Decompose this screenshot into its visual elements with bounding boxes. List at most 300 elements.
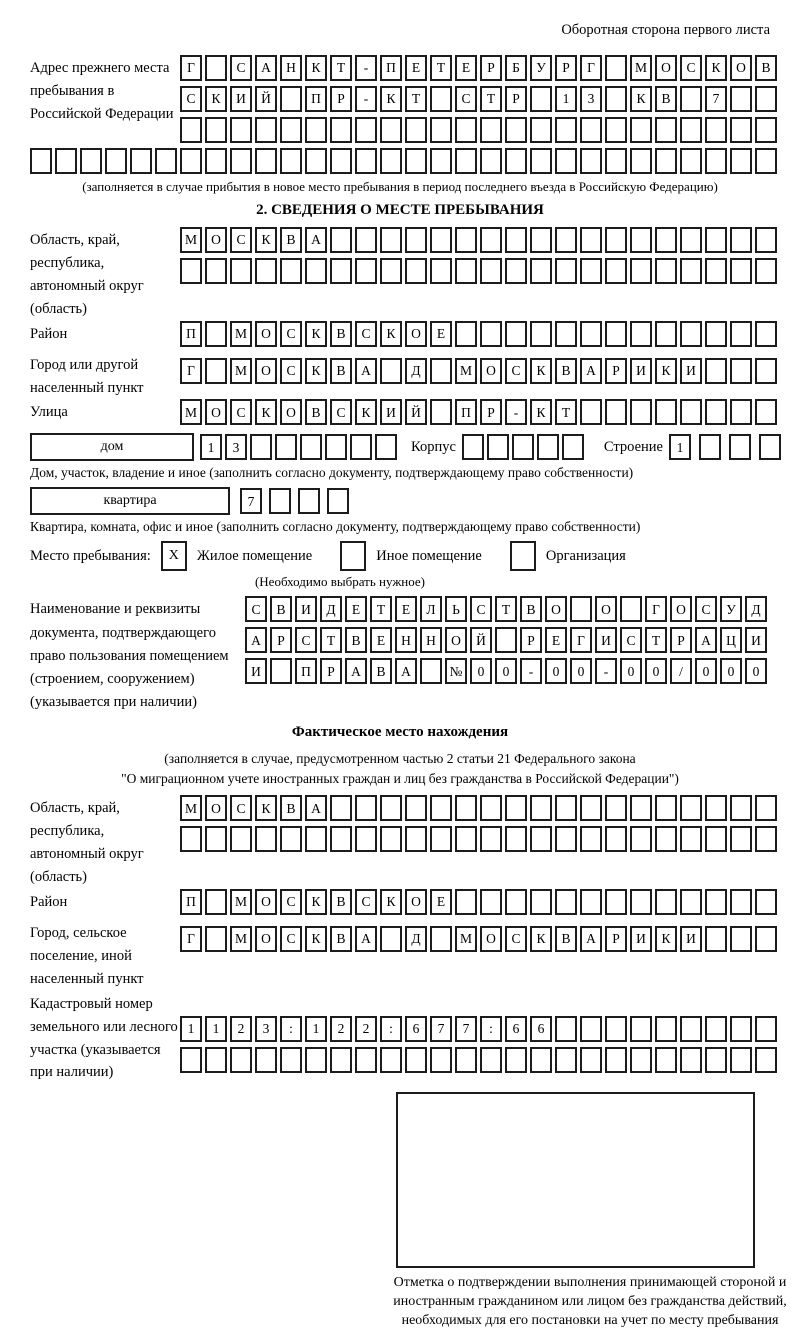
char-box[interactable]: Д bbox=[745, 596, 767, 622]
char-box[interactable]: П bbox=[295, 658, 317, 684]
char-box[interactable]: А bbox=[395, 658, 417, 684]
char-box[interactable]: С bbox=[680, 55, 702, 81]
char-box[interactable] bbox=[555, 889, 577, 915]
char-box[interactable] bbox=[305, 258, 327, 284]
char-box[interactable]: 0 bbox=[620, 658, 642, 684]
char-box[interactable]: Р bbox=[555, 55, 577, 81]
char-box[interactable] bbox=[230, 258, 252, 284]
char-box[interactable] bbox=[275, 434, 297, 460]
char-box[interactable]: 0 bbox=[720, 658, 742, 684]
char-box[interactable] bbox=[555, 258, 577, 284]
house-type-box[interactable]: дом bbox=[30, 433, 194, 461]
char-box[interactable]: Е bbox=[455, 55, 477, 81]
char-box[interactable] bbox=[355, 1047, 377, 1073]
char-box[interactable]: Г bbox=[580, 55, 602, 81]
char-box[interactable]: А bbox=[305, 795, 327, 821]
char-box[interactable]: П bbox=[180, 889, 202, 915]
char-box[interactable]: В bbox=[520, 596, 542, 622]
char-box[interactable] bbox=[325, 434, 347, 460]
char-box[interactable] bbox=[755, 795, 777, 821]
char-box[interactable]: У bbox=[720, 596, 742, 622]
char-box[interactable] bbox=[729, 434, 751, 460]
char-box[interactable] bbox=[495, 627, 517, 653]
char-box[interactable]: № bbox=[445, 658, 467, 684]
char-box[interactable] bbox=[530, 86, 552, 112]
char-box[interactable]: Е bbox=[545, 627, 567, 653]
char-box[interactable]: В bbox=[370, 658, 392, 684]
char-box[interactable]: Г bbox=[570, 627, 592, 653]
char-box[interactable] bbox=[480, 1047, 502, 1073]
char-box[interactable] bbox=[680, 86, 702, 112]
char-box[interactable] bbox=[730, 1016, 752, 1042]
char-box[interactable] bbox=[705, 358, 727, 384]
char-box[interactable]: М bbox=[180, 399, 202, 425]
char-box[interactable] bbox=[605, 889, 627, 915]
char-box[interactable] bbox=[180, 1047, 202, 1073]
char-box[interactable]: В bbox=[305, 399, 327, 425]
char-box[interactable]: В bbox=[655, 86, 677, 112]
char-box[interactable] bbox=[655, 889, 677, 915]
char-box[interactable]: Р bbox=[520, 627, 542, 653]
char-box[interactable] bbox=[630, 148, 652, 174]
char-box[interactable] bbox=[755, 1047, 777, 1073]
apartment-type-box[interactable]: квартира bbox=[30, 487, 230, 515]
char-box[interactable]: И bbox=[595, 627, 617, 653]
char-box[interactable] bbox=[205, 258, 227, 284]
char-box[interactable]: О bbox=[205, 399, 227, 425]
char-box[interactable]: Р bbox=[480, 399, 502, 425]
char-box[interactable] bbox=[680, 258, 702, 284]
char-box[interactable]: О bbox=[255, 358, 277, 384]
char-box[interactable]: Й bbox=[255, 86, 277, 112]
char-box[interactable] bbox=[680, 227, 702, 253]
char-box[interactable]: 1 bbox=[180, 1016, 202, 1042]
char-box[interactable] bbox=[430, 926, 452, 952]
char-box[interactable]: С bbox=[505, 926, 527, 952]
char-box[interactable] bbox=[580, 1047, 602, 1073]
char-box[interactable]: С bbox=[355, 889, 377, 915]
char-box[interactable] bbox=[205, 148, 227, 174]
char-box[interactable] bbox=[730, 117, 752, 143]
char-box[interactable]: С bbox=[470, 596, 492, 622]
char-box[interactable]: К bbox=[355, 399, 377, 425]
char-box[interactable]: В bbox=[280, 227, 302, 253]
char-box[interactable]: Д bbox=[320, 596, 342, 622]
char-box[interactable]: 0 bbox=[495, 658, 517, 684]
char-box[interactable]: С bbox=[695, 596, 717, 622]
char-box[interactable]: М bbox=[230, 358, 252, 384]
char-box[interactable]: О bbox=[480, 358, 502, 384]
char-box[interactable] bbox=[580, 889, 602, 915]
char-box[interactable] bbox=[680, 399, 702, 425]
char-box[interactable] bbox=[430, 86, 452, 112]
char-box[interactable]: К bbox=[305, 55, 327, 81]
char-box[interactable] bbox=[55, 148, 77, 174]
char-box[interactable] bbox=[355, 148, 377, 174]
char-box[interactable]: 2 bbox=[355, 1016, 377, 1042]
char-box[interactable]: И bbox=[630, 926, 652, 952]
char-box[interactable]: С bbox=[280, 358, 302, 384]
char-box[interactable]: К bbox=[380, 321, 402, 347]
char-box[interactable] bbox=[605, 1016, 627, 1042]
char-box[interactable] bbox=[455, 321, 477, 347]
char-box[interactable] bbox=[355, 258, 377, 284]
char-box[interactable]: Г bbox=[180, 55, 202, 81]
char-box[interactable]: Т bbox=[330, 55, 352, 81]
char-box[interactable] bbox=[505, 795, 527, 821]
char-box[interactable] bbox=[205, 826, 227, 852]
char-box[interactable] bbox=[705, 926, 727, 952]
stamp-box[interactable] bbox=[396, 1092, 755, 1268]
char-box[interactable]: / bbox=[670, 658, 692, 684]
char-box[interactable]: К bbox=[530, 358, 552, 384]
char-box[interactable]: В bbox=[330, 926, 352, 952]
char-box[interactable]: Е bbox=[345, 596, 367, 622]
char-box[interactable] bbox=[330, 227, 352, 253]
char-box[interactable]: С bbox=[230, 795, 252, 821]
char-box[interactable] bbox=[680, 117, 702, 143]
char-box[interactable] bbox=[555, 1016, 577, 1042]
char-box[interactable] bbox=[205, 117, 227, 143]
char-box[interactable]: 1 bbox=[305, 1016, 327, 1042]
char-box[interactable]: К bbox=[655, 358, 677, 384]
char-box[interactable]: К bbox=[305, 321, 327, 347]
char-box[interactable]: М bbox=[180, 227, 202, 253]
char-box[interactable] bbox=[705, 1016, 727, 1042]
char-box[interactable] bbox=[298, 488, 320, 514]
char-box[interactable]: О bbox=[205, 227, 227, 253]
char-box[interactable] bbox=[405, 117, 427, 143]
char-box[interactable]: Т bbox=[495, 596, 517, 622]
char-box[interactable] bbox=[512, 434, 534, 460]
char-box[interactable]: - bbox=[355, 55, 377, 81]
char-box[interactable] bbox=[455, 1047, 477, 1073]
char-box[interactable]: К bbox=[255, 227, 277, 253]
char-box[interactable]: 6 bbox=[505, 1016, 527, 1042]
char-box[interactable] bbox=[180, 148, 202, 174]
char-box[interactable] bbox=[305, 148, 327, 174]
char-box[interactable]: С bbox=[180, 86, 202, 112]
char-box[interactable] bbox=[505, 117, 527, 143]
char-box[interactable] bbox=[230, 148, 252, 174]
char-box[interactable] bbox=[680, 1016, 702, 1042]
char-box[interactable] bbox=[380, 795, 402, 821]
char-box[interactable] bbox=[255, 148, 277, 174]
char-box[interactable] bbox=[655, 321, 677, 347]
char-box[interactable] bbox=[605, 227, 627, 253]
char-box[interactable] bbox=[480, 795, 502, 821]
char-box[interactable]: А bbox=[245, 627, 267, 653]
char-box[interactable]: П bbox=[305, 86, 327, 112]
char-box[interactable]: К bbox=[255, 795, 277, 821]
char-box[interactable] bbox=[105, 148, 127, 174]
char-box[interactable] bbox=[280, 1047, 302, 1073]
char-box[interactable] bbox=[630, 399, 652, 425]
char-box[interactable] bbox=[180, 258, 202, 284]
char-box[interactable] bbox=[755, 399, 777, 425]
char-box[interactable] bbox=[380, 358, 402, 384]
char-box[interactable]: О bbox=[280, 399, 302, 425]
char-box[interactable]: 0 bbox=[745, 658, 767, 684]
char-box[interactable]: Е bbox=[395, 596, 417, 622]
char-box[interactable] bbox=[480, 321, 502, 347]
char-box[interactable]: Р bbox=[605, 358, 627, 384]
char-box[interactable] bbox=[620, 596, 642, 622]
char-box[interactable] bbox=[730, 321, 752, 347]
char-box[interactable] bbox=[655, 399, 677, 425]
char-box[interactable] bbox=[580, 795, 602, 821]
char-box[interactable]: 7 bbox=[705, 86, 727, 112]
char-box[interactable] bbox=[680, 889, 702, 915]
char-box[interactable] bbox=[430, 117, 452, 143]
char-box[interactable]: И bbox=[745, 627, 767, 653]
char-box[interactable]: Б bbox=[505, 55, 527, 81]
char-box[interactable] bbox=[730, 399, 752, 425]
char-box[interactable] bbox=[130, 148, 152, 174]
char-box[interactable] bbox=[730, 358, 752, 384]
char-box[interactable]: Т bbox=[370, 596, 392, 622]
char-box[interactable] bbox=[30, 148, 52, 174]
char-box[interactable] bbox=[680, 1047, 702, 1073]
char-box[interactable]: М bbox=[230, 926, 252, 952]
char-box[interactable] bbox=[480, 258, 502, 284]
char-box[interactable]: Т bbox=[430, 55, 452, 81]
char-box[interactable] bbox=[759, 434, 781, 460]
char-box[interactable] bbox=[530, 1047, 552, 1073]
char-box[interactable]: С bbox=[245, 596, 267, 622]
char-box[interactable]: 6 bbox=[530, 1016, 552, 1042]
char-box[interactable] bbox=[250, 434, 272, 460]
char-box[interactable]: К bbox=[530, 399, 552, 425]
char-box[interactable]: - bbox=[520, 658, 542, 684]
char-box[interactable] bbox=[730, 826, 752, 852]
char-box[interactable] bbox=[630, 1016, 652, 1042]
char-box[interactable] bbox=[330, 795, 352, 821]
char-box[interactable]: К bbox=[655, 926, 677, 952]
char-box[interactable]: Р bbox=[270, 627, 292, 653]
char-box[interactable]: П bbox=[455, 399, 477, 425]
char-box[interactable] bbox=[505, 321, 527, 347]
char-box[interactable] bbox=[705, 889, 727, 915]
char-box[interactable]: 3 bbox=[225, 434, 247, 460]
char-box[interactable]: У bbox=[530, 55, 552, 81]
char-box[interactable] bbox=[655, 258, 677, 284]
char-box[interactable]: А bbox=[255, 55, 277, 81]
char-box[interactable]: 2 bbox=[230, 1016, 252, 1042]
char-box[interactable] bbox=[605, 148, 627, 174]
char-box[interactable]: 0 bbox=[645, 658, 667, 684]
char-box[interactable]: К bbox=[255, 399, 277, 425]
char-box[interactable] bbox=[562, 434, 584, 460]
char-box[interactable] bbox=[655, 795, 677, 821]
char-box[interactable] bbox=[605, 86, 627, 112]
char-box[interactable] bbox=[570, 596, 592, 622]
char-box[interactable] bbox=[605, 55, 627, 81]
char-box[interactable]: - bbox=[355, 86, 377, 112]
char-box[interactable]: И bbox=[680, 926, 702, 952]
char-box[interactable] bbox=[605, 795, 627, 821]
char-box[interactable] bbox=[380, 1047, 402, 1073]
char-box[interactable] bbox=[280, 117, 302, 143]
char-box[interactable] bbox=[530, 795, 552, 821]
char-box[interactable]: В bbox=[280, 795, 302, 821]
char-box[interactable] bbox=[255, 1047, 277, 1073]
char-box[interactable]: А bbox=[355, 358, 377, 384]
char-box[interactable] bbox=[630, 795, 652, 821]
char-box[interactable]: С bbox=[295, 627, 317, 653]
char-box[interactable] bbox=[505, 227, 527, 253]
char-box[interactable] bbox=[330, 826, 352, 852]
char-box[interactable] bbox=[330, 117, 352, 143]
char-box[interactable] bbox=[730, 227, 752, 253]
char-box[interactable] bbox=[280, 148, 302, 174]
char-box[interactable]: О bbox=[480, 926, 502, 952]
char-box[interactable] bbox=[705, 826, 727, 852]
char-box[interactable] bbox=[705, 258, 727, 284]
char-box[interactable]: Л bbox=[420, 596, 442, 622]
char-box[interactable] bbox=[305, 826, 327, 852]
char-box[interactable] bbox=[530, 227, 552, 253]
char-box[interactable] bbox=[505, 1047, 527, 1073]
char-box[interactable] bbox=[705, 795, 727, 821]
char-box[interactable]: О bbox=[445, 627, 467, 653]
char-box[interactable] bbox=[755, 926, 777, 952]
char-box[interactable] bbox=[680, 321, 702, 347]
char-box[interactable]: С bbox=[455, 86, 477, 112]
char-box[interactable]: 3 bbox=[580, 86, 602, 112]
char-box[interactable]: Р bbox=[505, 86, 527, 112]
char-box[interactable] bbox=[80, 148, 102, 174]
char-box[interactable] bbox=[705, 399, 727, 425]
char-box[interactable]: С bbox=[505, 358, 527, 384]
char-box[interactable]: Г bbox=[180, 358, 202, 384]
char-box[interactable] bbox=[255, 258, 277, 284]
char-box[interactable]: Р bbox=[330, 86, 352, 112]
char-box[interactable] bbox=[355, 826, 377, 852]
char-box[interactable]: М bbox=[455, 358, 477, 384]
char-box[interactable]: С bbox=[280, 926, 302, 952]
char-box[interactable]: И bbox=[245, 658, 267, 684]
char-box[interactable]: А bbox=[305, 227, 327, 253]
char-box[interactable] bbox=[555, 321, 577, 347]
char-box[interactable]: Е bbox=[430, 889, 452, 915]
char-box[interactable] bbox=[405, 227, 427, 253]
char-box[interactable] bbox=[555, 117, 577, 143]
char-box[interactable] bbox=[555, 826, 577, 852]
char-box[interactable] bbox=[730, 889, 752, 915]
char-box[interactable] bbox=[355, 227, 377, 253]
char-box[interactable] bbox=[630, 258, 652, 284]
char-box[interactable] bbox=[380, 826, 402, 852]
char-box[interactable] bbox=[630, 227, 652, 253]
char-box[interactable] bbox=[280, 86, 302, 112]
char-box[interactable] bbox=[605, 826, 627, 852]
char-box[interactable] bbox=[455, 227, 477, 253]
char-box[interactable]: С bbox=[280, 321, 302, 347]
char-box[interactable] bbox=[230, 117, 252, 143]
char-box[interactable]: : bbox=[280, 1016, 302, 1042]
char-box[interactable]: С bbox=[355, 321, 377, 347]
char-box[interactable]: Т bbox=[405, 86, 427, 112]
checkbox-residential[interactable]: X bbox=[161, 541, 187, 571]
char-box[interactable]: Р bbox=[670, 627, 692, 653]
char-box[interactable] bbox=[730, 148, 752, 174]
char-box[interactable]: С bbox=[330, 399, 352, 425]
char-box[interactable] bbox=[255, 826, 277, 852]
char-box[interactable] bbox=[462, 434, 484, 460]
char-box[interactable]: С bbox=[620, 627, 642, 653]
char-box[interactable] bbox=[680, 148, 702, 174]
char-box[interactable] bbox=[305, 1047, 327, 1073]
char-box[interactable]: И bbox=[630, 358, 652, 384]
char-box[interactable]: О bbox=[255, 889, 277, 915]
char-box[interactable]: В bbox=[555, 358, 577, 384]
char-box[interactable]: - bbox=[505, 399, 527, 425]
char-box[interactable] bbox=[555, 1047, 577, 1073]
char-box[interactable]: О bbox=[255, 321, 277, 347]
char-box[interactable] bbox=[580, 1016, 602, 1042]
char-box[interactable]: В bbox=[270, 596, 292, 622]
char-box[interactable]: Г bbox=[645, 596, 667, 622]
char-box[interactable]: Е bbox=[430, 321, 452, 347]
char-box[interactable]: В bbox=[330, 321, 352, 347]
char-box[interactable] bbox=[605, 117, 627, 143]
char-box[interactable] bbox=[205, 889, 227, 915]
char-box[interactable]: К bbox=[705, 55, 727, 81]
char-box[interactable] bbox=[505, 258, 527, 284]
char-box[interactable] bbox=[455, 117, 477, 143]
char-box[interactable]: Д bbox=[405, 926, 427, 952]
char-box[interactable] bbox=[755, 1016, 777, 1042]
char-box[interactable] bbox=[405, 826, 427, 852]
char-box[interactable] bbox=[430, 795, 452, 821]
char-box[interactable] bbox=[480, 227, 502, 253]
char-box[interactable]: К bbox=[380, 889, 402, 915]
char-box[interactable] bbox=[555, 227, 577, 253]
char-box[interactable] bbox=[380, 227, 402, 253]
char-box[interactable] bbox=[430, 148, 452, 174]
char-box[interactable]: К bbox=[305, 358, 327, 384]
char-box[interactable] bbox=[530, 117, 552, 143]
char-box[interactable] bbox=[455, 148, 477, 174]
char-box[interactable] bbox=[580, 399, 602, 425]
char-box[interactable] bbox=[420, 658, 442, 684]
char-box[interactable] bbox=[330, 148, 352, 174]
char-box[interactable] bbox=[755, 889, 777, 915]
char-box[interactable] bbox=[580, 258, 602, 284]
char-box[interactable]: О bbox=[730, 55, 752, 81]
char-box[interactable] bbox=[455, 258, 477, 284]
char-box[interactable]: Й bbox=[405, 399, 427, 425]
char-box[interactable]: 2 bbox=[330, 1016, 352, 1042]
char-box[interactable] bbox=[355, 795, 377, 821]
char-box[interactable] bbox=[205, 1047, 227, 1073]
char-box[interactable] bbox=[505, 826, 527, 852]
char-box[interactable]: М bbox=[230, 889, 252, 915]
char-box[interactable] bbox=[630, 889, 652, 915]
char-box[interactable]: 0 bbox=[695, 658, 717, 684]
char-box[interactable] bbox=[269, 488, 291, 514]
char-box[interactable]: В bbox=[345, 627, 367, 653]
char-box[interactable] bbox=[530, 258, 552, 284]
char-box[interactable] bbox=[580, 227, 602, 253]
char-box[interactable] bbox=[380, 926, 402, 952]
char-box[interactable]: : bbox=[380, 1016, 402, 1042]
char-box[interactable] bbox=[730, 926, 752, 952]
char-box[interactable]: И bbox=[680, 358, 702, 384]
char-box[interactable]: С bbox=[280, 889, 302, 915]
char-box[interactable] bbox=[605, 321, 627, 347]
